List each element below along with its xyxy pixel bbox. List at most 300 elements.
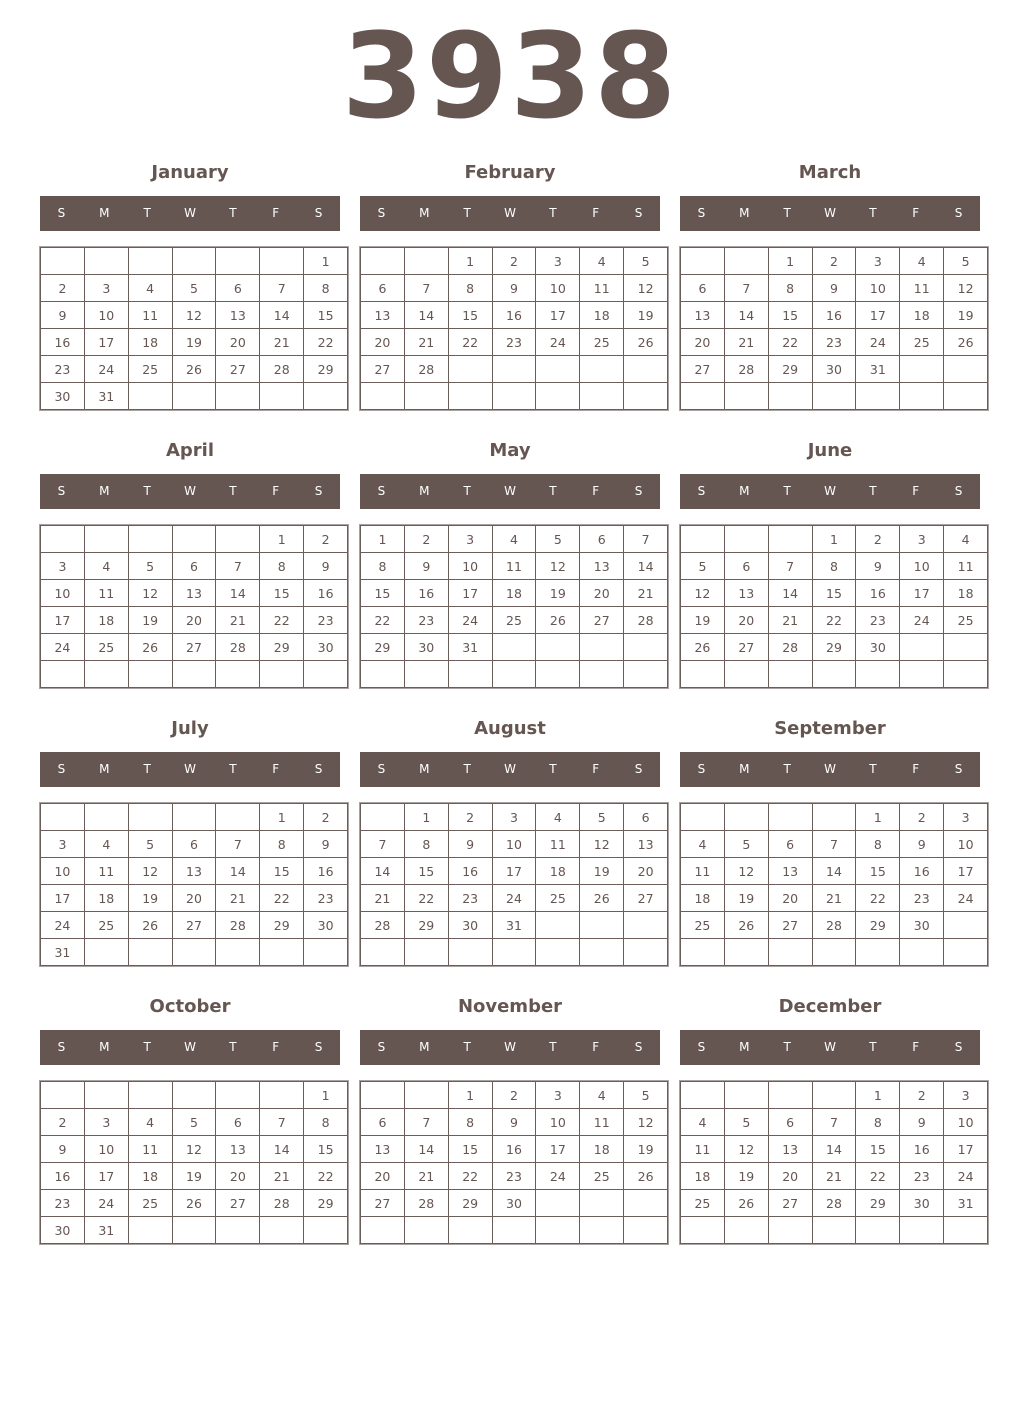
day-cell: 23 xyxy=(900,1163,944,1190)
weekday-label: M xyxy=(99,484,110,498)
day-cell: 13 xyxy=(361,302,405,329)
day-cell: 3 xyxy=(856,248,900,275)
day-cell: 27 xyxy=(172,912,216,939)
day-cell: 27 xyxy=(216,356,260,383)
month-title: June xyxy=(807,440,853,461)
day-cell: 2 xyxy=(304,526,348,553)
empty-day-cell xyxy=(216,526,260,553)
day-cell: 31 xyxy=(944,1190,988,1217)
day-cell: 3 xyxy=(41,553,85,580)
week-row xyxy=(41,634,348,661)
day-cell: 7 xyxy=(812,831,856,858)
empty-day-cell xyxy=(84,804,128,831)
day-cell: 11 xyxy=(492,553,536,580)
weekday-header xyxy=(360,196,660,231)
day-cell: 12 xyxy=(128,858,172,885)
day-cell: 7 xyxy=(768,553,812,580)
day-cell: 14 xyxy=(260,302,304,329)
day-cell: 30 xyxy=(492,1190,536,1217)
day-cell: 30 xyxy=(812,356,856,383)
month-title: April xyxy=(165,440,215,461)
weekday-label: F xyxy=(592,484,600,498)
day-cell: 5 xyxy=(536,526,580,553)
empty-day-cell xyxy=(304,939,348,966)
weekday-label: S xyxy=(377,484,386,498)
empty-day-cell xyxy=(260,1082,304,1109)
empty-day-cell xyxy=(944,661,988,688)
day-cell: 10 xyxy=(900,553,944,580)
week-row xyxy=(681,356,988,383)
day-cell: 27 xyxy=(172,634,216,661)
day-cell: 2 xyxy=(492,1082,536,1109)
day-cell: 6 xyxy=(724,553,768,580)
weekday-label: S xyxy=(377,762,386,776)
day-cell: 1 xyxy=(856,804,900,831)
day-cell: 7 xyxy=(724,275,768,302)
day-cell: 2 xyxy=(900,1082,944,1109)
day-cell: 19 xyxy=(624,302,668,329)
day-cell: 4 xyxy=(536,804,580,831)
day-cell: 21 xyxy=(724,329,768,356)
day-cell: 2 xyxy=(900,804,944,831)
day-cell: 4 xyxy=(492,526,536,553)
year-title: 3938 xyxy=(341,7,679,145)
day-cell: 9 xyxy=(900,1109,944,1136)
week-row xyxy=(41,553,348,580)
day-cell: 23 xyxy=(812,329,856,356)
week-row xyxy=(361,1163,668,1190)
empty-day-cell xyxy=(404,1082,448,1109)
day-cell: 16 xyxy=(492,302,536,329)
week-row xyxy=(681,1082,988,1109)
day-cell: 20 xyxy=(216,329,260,356)
day-cell: 8 xyxy=(812,553,856,580)
week-row xyxy=(41,1217,348,1244)
week-row xyxy=(361,248,668,275)
day-cell: 13 xyxy=(361,1136,405,1163)
empty-day-cell xyxy=(900,383,944,410)
week-row xyxy=(681,302,988,329)
weekday-label: T xyxy=(143,484,151,498)
day-cell: 12 xyxy=(724,858,768,885)
day-cell: 8 xyxy=(448,275,492,302)
week-row xyxy=(681,804,988,831)
day-cell: 7 xyxy=(404,1109,448,1136)
day-cell: 16 xyxy=(900,1136,944,1163)
week-row xyxy=(361,939,668,966)
week-row xyxy=(41,607,348,634)
week-row xyxy=(41,858,348,885)
empty-day-cell xyxy=(944,356,988,383)
day-cell: 19 xyxy=(128,885,172,912)
week-row xyxy=(681,885,988,912)
empty-day-cell xyxy=(216,661,260,688)
day-cell: 15 xyxy=(448,302,492,329)
empty-day-cell xyxy=(260,939,304,966)
day-cell: 21 xyxy=(404,1163,448,1190)
week-row xyxy=(361,1217,668,1244)
day-cell: 1 xyxy=(856,1082,900,1109)
empty-day-cell xyxy=(536,1190,580,1217)
day-cell: 11 xyxy=(84,858,128,885)
day-cell: 9 xyxy=(304,553,348,580)
day-cell: 20 xyxy=(724,607,768,634)
empty-day-cell xyxy=(624,1217,668,1244)
day-cell: 1 xyxy=(304,248,348,275)
day-cell: 26 xyxy=(944,329,988,356)
day-cell: 9 xyxy=(41,1136,85,1163)
weekday-label: T xyxy=(463,762,471,776)
day-cell: 14 xyxy=(260,1136,304,1163)
day-cell: 21 xyxy=(404,329,448,356)
day-cell: 29 xyxy=(768,356,812,383)
day-cell: 21 xyxy=(216,885,260,912)
week-row xyxy=(681,1190,988,1217)
day-cell: 30 xyxy=(900,1190,944,1217)
empty-day-cell xyxy=(361,804,405,831)
day-cell: 22 xyxy=(304,329,348,356)
empty-day-cell xyxy=(724,804,768,831)
day-cell: 16 xyxy=(492,1136,536,1163)
empty-day-cell xyxy=(304,1217,348,1244)
empty-day-cell xyxy=(404,661,448,688)
day-cell: 7 xyxy=(260,275,304,302)
weekday-label: F xyxy=(272,1040,280,1054)
day-cell: 8 xyxy=(448,1109,492,1136)
empty-day-cell xyxy=(361,939,405,966)
day-cell: 5 xyxy=(128,831,172,858)
empty-day-cell xyxy=(724,939,768,966)
weekday-label: W xyxy=(824,484,836,498)
day-cell: 24 xyxy=(41,634,85,661)
day-cell: 5 xyxy=(128,553,172,580)
day-cell: 18 xyxy=(492,580,536,607)
empty-day-cell xyxy=(404,939,448,966)
empty-day-cell xyxy=(361,383,405,410)
day-cell: 28 xyxy=(260,1190,304,1217)
empty-day-cell xyxy=(404,383,448,410)
weekday-label: T xyxy=(783,762,791,776)
day-cell: 10 xyxy=(536,275,580,302)
empty-day-cell xyxy=(260,248,304,275)
empty-day-cell xyxy=(172,1217,216,1244)
day-cell: 15 xyxy=(856,858,900,885)
day-cell: 10 xyxy=(856,275,900,302)
day-cell: 16 xyxy=(900,858,944,885)
weekday-label: S xyxy=(634,762,643,776)
weekday-label: W xyxy=(184,1040,196,1054)
weekday-label: T xyxy=(869,762,877,776)
day-cell: 21 xyxy=(216,607,260,634)
week-row xyxy=(41,275,348,302)
day-cell: 23 xyxy=(900,885,944,912)
day-cell: 18 xyxy=(84,885,128,912)
day-cell: 2 xyxy=(304,804,348,831)
weekday-label: T xyxy=(229,762,237,776)
day-cell: 29 xyxy=(361,634,405,661)
weekday-label: F xyxy=(912,484,920,498)
empty-day-cell xyxy=(624,356,668,383)
day-cell: 31 xyxy=(84,1217,128,1244)
empty-day-cell xyxy=(216,248,260,275)
weekday-label: S xyxy=(314,206,323,220)
empty-day-cell xyxy=(41,248,85,275)
empty-day-cell xyxy=(128,1082,172,1109)
day-cell: 30 xyxy=(304,912,348,939)
week-row xyxy=(41,248,348,275)
empty-day-cell xyxy=(361,1082,405,1109)
day-cell: 22 xyxy=(260,885,304,912)
week-row xyxy=(361,661,668,688)
week-row xyxy=(681,248,988,275)
day-cell: 22 xyxy=(856,885,900,912)
empty-day-cell xyxy=(944,634,988,661)
weekday-label: M xyxy=(99,206,110,220)
week-row xyxy=(41,661,348,688)
weekday-label: S xyxy=(954,484,963,498)
week-row xyxy=(41,383,348,410)
weekday-header xyxy=(40,474,340,509)
week-row xyxy=(361,912,668,939)
day-cell: 25 xyxy=(84,634,128,661)
day-cell: 14 xyxy=(216,858,260,885)
day-cell: 28 xyxy=(361,912,405,939)
empty-day-cell xyxy=(768,804,812,831)
day-cell: 26 xyxy=(580,885,624,912)
day-cell: 13 xyxy=(681,302,725,329)
day-cell: 28 xyxy=(260,356,304,383)
empty-day-cell xyxy=(84,939,128,966)
empty-day-cell xyxy=(492,1217,536,1244)
day-cell: 7 xyxy=(404,275,448,302)
day-cell: 22 xyxy=(260,607,304,634)
empty-day-cell xyxy=(41,661,85,688)
weekday-label: W xyxy=(184,484,196,498)
day-cell: 7 xyxy=(216,553,260,580)
day-cell: 30 xyxy=(304,634,348,661)
week-row xyxy=(681,553,988,580)
empty-day-cell xyxy=(536,939,580,966)
weekday-header xyxy=(360,1030,660,1065)
day-cell: 21 xyxy=(361,885,405,912)
day-cell: 17 xyxy=(448,580,492,607)
empty-day-cell xyxy=(448,661,492,688)
day-cell: 27 xyxy=(768,1190,812,1217)
day-cell: 24 xyxy=(944,1163,988,1190)
day-cell: 13 xyxy=(768,858,812,885)
empty-day-cell xyxy=(900,661,944,688)
day-cell: 19 xyxy=(580,858,624,885)
day-cell: 15 xyxy=(304,1136,348,1163)
day-cell: 21 xyxy=(260,329,304,356)
weekday-label: S xyxy=(697,762,706,776)
day-cell: 18 xyxy=(128,1163,172,1190)
day-grid xyxy=(680,803,988,966)
weekday-header xyxy=(40,752,340,787)
day-cell: 25 xyxy=(128,356,172,383)
day-cell: 11 xyxy=(536,831,580,858)
day-cell: 20 xyxy=(681,329,725,356)
empty-day-cell xyxy=(856,1217,900,1244)
empty-day-cell xyxy=(580,356,624,383)
empty-day-cell xyxy=(900,1217,944,1244)
weekday-header xyxy=(360,474,660,509)
day-cell: 14 xyxy=(404,302,448,329)
day-cell: 19 xyxy=(944,302,988,329)
weekday-label: T xyxy=(869,206,877,220)
day-cell: 15 xyxy=(404,858,448,885)
day-cell: 24 xyxy=(41,912,85,939)
day-cell: 5 xyxy=(580,804,624,831)
weekday-label: T xyxy=(549,206,557,220)
day-cell: 28 xyxy=(812,912,856,939)
day-cell: 13 xyxy=(580,553,624,580)
week-row xyxy=(41,831,348,858)
day-cell: 27 xyxy=(681,356,725,383)
empty-day-cell xyxy=(681,526,725,553)
day-cell: 23 xyxy=(304,885,348,912)
day-cell: 19 xyxy=(536,580,580,607)
empty-day-cell xyxy=(404,248,448,275)
weekday-label: M xyxy=(419,206,430,220)
weekday-label: M xyxy=(99,762,110,776)
day-cell: 20 xyxy=(361,1163,405,1190)
day-cell: 12 xyxy=(624,1109,668,1136)
empty-day-cell xyxy=(361,661,405,688)
day-cell: 23 xyxy=(492,329,536,356)
empty-day-cell xyxy=(681,248,725,275)
day-cell: 13 xyxy=(172,858,216,885)
day-cell: 12 xyxy=(724,1136,768,1163)
day-cell: 24 xyxy=(448,607,492,634)
weekday-label: W xyxy=(184,762,196,776)
day-cell: 16 xyxy=(448,858,492,885)
day-cell: 3 xyxy=(900,526,944,553)
day-cell: 26 xyxy=(128,634,172,661)
empty-day-cell xyxy=(492,661,536,688)
empty-day-cell xyxy=(172,248,216,275)
day-cell: 1 xyxy=(304,1082,348,1109)
day-cell: 3 xyxy=(448,526,492,553)
day-cell: 15 xyxy=(260,858,304,885)
week-row xyxy=(361,383,668,410)
day-cell: 2 xyxy=(404,526,448,553)
day-cell: 19 xyxy=(128,607,172,634)
day-grid xyxy=(680,1081,988,1244)
day-cell: 27 xyxy=(580,607,624,634)
day-cell: 10 xyxy=(41,580,85,607)
day-cell: 10 xyxy=(944,1109,988,1136)
empty-day-cell xyxy=(216,1082,260,1109)
day-cell: 1 xyxy=(404,804,448,831)
empty-day-cell xyxy=(624,634,668,661)
weekday-label: F xyxy=(592,206,600,220)
day-cell: 23 xyxy=(41,1190,85,1217)
day-cell: 11 xyxy=(900,275,944,302)
day-cell: 5 xyxy=(724,831,768,858)
weekday-label: W xyxy=(184,206,196,220)
day-cell: 15 xyxy=(856,1136,900,1163)
weekday-label: T xyxy=(229,484,237,498)
weekday-label: T xyxy=(549,762,557,776)
empty-day-cell xyxy=(624,661,668,688)
week-row xyxy=(681,607,988,634)
week-row xyxy=(681,1163,988,1190)
weekday-label: S xyxy=(634,484,643,498)
day-cell: 29 xyxy=(812,634,856,661)
day-cell: 6 xyxy=(361,275,405,302)
day-cell: 12 xyxy=(681,580,725,607)
day-cell: 13 xyxy=(172,580,216,607)
day-cell: 9 xyxy=(812,275,856,302)
empty-day-cell xyxy=(404,1217,448,1244)
weekday-header xyxy=(680,196,980,231)
day-cell: 28 xyxy=(404,356,448,383)
day-cell: 14 xyxy=(624,553,668,580)
empty-day-cell xyxy=(172,526,216,553)
day-cell: 18 xyxy=(944,580,988,607)
day-grid xyxy=(360,803,668,966)
day-cell: 11 xyxy=(681,858,725,885)
day-cell: 27 xyxy=(724,634,768,661)
weekday-label: W xyxy=(824,206,836,220)
day-cell: 25 xyxy=(580,329,624,356)
day-cell: 4 xyxy=(900,248,944,275)
week-row xyxy=(41,1136,348,1163)
day-cell: 4 xyxy=(580,1082,624,1109)
day-cell: 9 xyxy=(448,831,492,858)
day-cell: 15 xyxy=(260,580,304,607)
weekday-label: T xyxy=(869,1040,877,1054)
empty-day-cell xyxy=(448,356,492,383)
day-cell: 11 xyxy=(580,275,624,302)
day-cell: 28 xyxy=(812,1190,856,1217)
day-cell: 28 xyxy=(216,912,260,939)
empty-day-cell xyxy=(492,356,536,383)
empty-day-cell xyxy=(172,661,216,688)
week-row xyxy=(41,329,348,356)
empty-day-cell xyxy=(944,383,988,410)
day-cell: 16 xyxy=(41,1163,85,1190)
weekday-label: T xyxy=(783,484,791,498)
day-grid xyxy=(360,525,668,688)
day-cell: 16 xyxy=(304,580,348,607)
empty-day-cell xyxy=(812,661,856,688)
week-row xyxy=(41,1109,348,1136)
weekday-label: F xyxy=(272,484,280,498)
day-cell: 27 xyxy=(361,1190,405,1217)
empty-day-cell xyxy=(536,383,580,410)
weekday-label: T xyxy=(463,1040,471,1054)
weekday-label: W xyxy=(824,1040,836,1054)
empty-day-cell xyxy=(724,1217,768,1244)
empty-day-cell xyxy=(41,804,85,831)
day-cell: 7 xyxy=(624,526,668,553)
empty-day-cell xyxy=(900,356,944,383)
week-row xyxy=(361,553,668,580)
weekday-label: T xyxy=(143,206,151,220)
month-title: August xyxy=(474,718,546,739)
day-cell: 18 xyxy=(580,1136,624,1163)
empty-day-cell xyxy=(768,526,812,553)
weekday-label: S xyxy=(57,762,66,776)
weekday-header xyxy=(40,1030,340,1065)
month-title: May xyxy=(489,440,531,461)
empty-day-cell xyxy=(260,383,304,410)
weekday-label: S xyxy=(314,1040,323,1054)
weekday-header xyxy=(360,752,660,787)
empty-day-cell xyxy=(128,526,172,553)
